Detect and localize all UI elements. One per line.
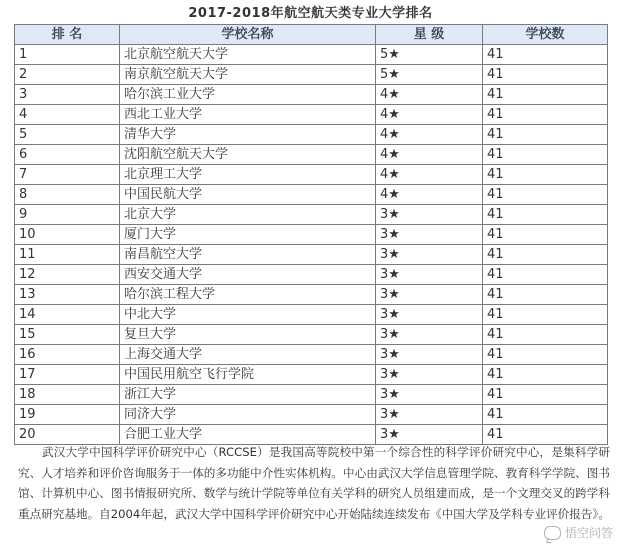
star-level-cell: 3★ — [376, 425, 483, 445]
rank-cell: 14 — [15, 305, 120, 325]
star-level-cell: 4★ — [376, 165, 483, 185]
school-name-cell: 中国民航大学 — [120, 185, 376, 205]
school-name-cell: 同济大学 — [120, 405, 376, 425]
school-count-cell: 41 — [483, 85, 608, 105]
rank-cell: 15 — [15, 325, 120, 345]
header-school-name: 学校名称 — [120, 25, 376, 45]
school-count-cell: 41 — [483, 225, 608, 245]
school-name-cell: 南昌航空大学 — [120, 245, 376, 265]
star-level-cell: 3★ — [376, 205, 483, 225]
school-count-cell: 41 — [483, 425, 608, 445]
school-count-cell: 41 — [483, 245, 608, 265]
school-name-cell: 厦门大学 — [120, 225, 376, 245]
rank-cell: 7 — [15, 165, 120, 185]
header-school-count: 学校数 — [483, 25, 608, 45]
chat-bubble-icon — [544, 526, 561, 540]
school-name-cell: 北京航空航天大学 — [120, 45, 376, 65]
school-count-cell: 41 — [483, 325, 608, 345]
table-body — [15, 45, 608, 445]
school-count-cell: 41 — [483, 285, 608, 305]
star-level-cell: 4★ — [376, 85, 483, 105]
rank-cell: 10 — [15, 225, 120, 245]
star-level-cell: 3★ — [376, 325, 483, 345]
table-row — [15, 145, 608, 165]
star-level-cell: 3★ — [376, 285, 483, 305]
rank-cell: 1 — [15, 45, 120, 65]
rank-cell: 18 — [15, 385, 120, 405]
table-row — [15, 385, 608, 405]
star-level-cell: 5★ — [376, 65, 483, 85]
school-name-cell: 复旦大学 — [120, 325, 376, 345]
table-row — [15, 225, 608, 245]
rank-cell: 19 — [15, 405, 120, 425]
star-level-cell: 3★ — [376, 345, 483, 365]
star-level-cell: 4★ — [376, 145, 483, 165]
school-name-cell: 中北大学 — [120, 305, 376, 325]
rank-cell: 17 — [15, 365, 120, 385]
school-name-cell: 上海交通大学 — [120, 345, 376, 365]
table-row — [15, 245, 608, 265]
school-name-cell: 南京航空航天大学 — [120, 65, 376, 85]
school-count-cell: 41 — [483, 205, 608, 225]
rank-cell: 11 — [15, 245, 120, 265]
school-name-cell: 中国民用航空飞行学院 — [120, 365, 376, 385]
school-count-cell: 41 — [483, 45, 608, 65]
school-count-cell: 41 — [483, 105, 608, 125]
table-row — [15, 125, 608, 145]
star-level-cell: 4★ — [376, 105, 483, 125]
rank-cell: 5 — [15, 125, 120, 145]
table-row — [15, 185, 608, 205]
rank-cell: 4 — [15, 105, 120, 125]
table-row — [15, 365, 608, 385]
school-count-cell: 41 — [483, 265, 608, 285]
rank-cell: 6 — [15, 145, 120, 165]
star-level-cell: 3★ — [376, 265, 483, 285]
star-level-cell: 3★ — [376, 405, 483, 425]
table-row — [15, 285, 608, 305]
school-name-cell: 北京大学 — [120, 205, 376, 225]
rank-cell: 13 — [15, 285, 120, 305]
school-count-cell: 41 — [483, 345, 608, 365]
table-row — [15, 305, 608, 325]
rank-cell: 3 — [15, 85, 120, 105]
rank-cell: 12 — [15, 265, 120, 285]
table-row — [15, 65, 608, 85]
table-row — [15, 265, 608, 285]
star-level-cell: 3★ — [376, 245, 483, 265]
school-count-cell: 41 — [483, 125, 608, 145]
rank-cell: 16 — [15, 345, 120, 365]
school-name-cell: 北京理工大学 — [120, 165, 376, 185]
ranking-table — [14, 24, 608, 445]
school-count-cell: 41 — [483, 185, 608, 205]
table-row — [15, 45, 608, 65]
school-name-cell: 沈阳航空航天大学 — [120, 145, 376, 165]
watermark-text: 悟空问答 — [564, 526, 613, 540]
rank-cell: 20 — [15, 425, 120, 445]
star-level-cell: 4★ — [376, 125, 483, 145]
table-row — [15, 345, 608, 365]
school-name-cell: 西安交通大学 — [120, 265, 376, 285]
header-rank: 排 名 — [15, 25, 120, 45]
table-row — [15, 205, 608, 225]
star-level-cell: 3★ — [376, 365, 483, 385]
table-title: 2017-2018年航空航天类专业大学排名 — [188, 6, 433, 21]
school-name-cell: 哈尔滨工业大学 — [120, 85, 376, 105]
table-row — [15, 165, 608, 185]
school-count-cell: 41 — [483, 165, 608, 185]
star-level-cell: 5★ — [376, 45, 483, 65]
table-header-row — [15, 25, 608, 45]
school-name-cell: 西北工业大学 — [120, 105, 376, 125]
description-paragraph: 武汉大学中国科学评价研究中心（RCCSE）是我国高等院校中第一个综合性的科学评价研究中心，是集科学研究、人才培养和评价咨询服务于一体的多功能中介性实体机构。中心由武汉大学信息管理学院、教育科学学院、图书馆、计算机中心、图书情报研究所、数学与统计学院等单位有关学科的研究人员组建而成，是一个文理交叉的跨学科重点研究基地。自2004年起，武汉大学中国科学评价研究中心开始陆续连续发布《中国大学及学科专业评价报告》。 — [18, 445, 610, 521]
table-row — [15, 405, 608, 425]
table-row — [15, 85, 608, 105]
star-level-cell: 3★ — [376, 305, 483, 325]
school-name-cell: 合肥工业大学 — [120, 425, 376, 445]
school-count-cell: 41 — [483, 145, 608, 165]
star-level-cell: 4★ — [376, 185, 483, 205]
table-row — [15, 325, 608, 345]
star-level-cell: 3★ — [376, 385, 483, 405]
star-level-cell: 3★ — [376, 225, 483, 245]
rank-cell: 8 — [15, 185, 120, 205]
school-count-cell: 41 — [483, 385, 608, 405]
school-count-cell: 41 — [483, 405, 608, 425]
school-name-cell: 清华大学 — [120, 125, 376, 145]
school-name-cell: 哈尔滨工程大学 — [120, 285, 376, 305]
table-row — [15, 105, 608, 125]
header-star-level: 星 级 — [376, 25, 483, 45]
school-count-cell: 41 — [483, 305, 608, 325]
watermark — [544, 524, 613, 541]
rank-cell: 2 — [15, 65, 120, 85]
school-count-cell: 41 — [483, 65, 608, 85]
rank-cell: 9 — [15, 205, 120, 225]
school-count-cell: 41 — [483, 365, 608, 385]
school-name-cell: 浙江大学 — [120, 385, 376, 405]
